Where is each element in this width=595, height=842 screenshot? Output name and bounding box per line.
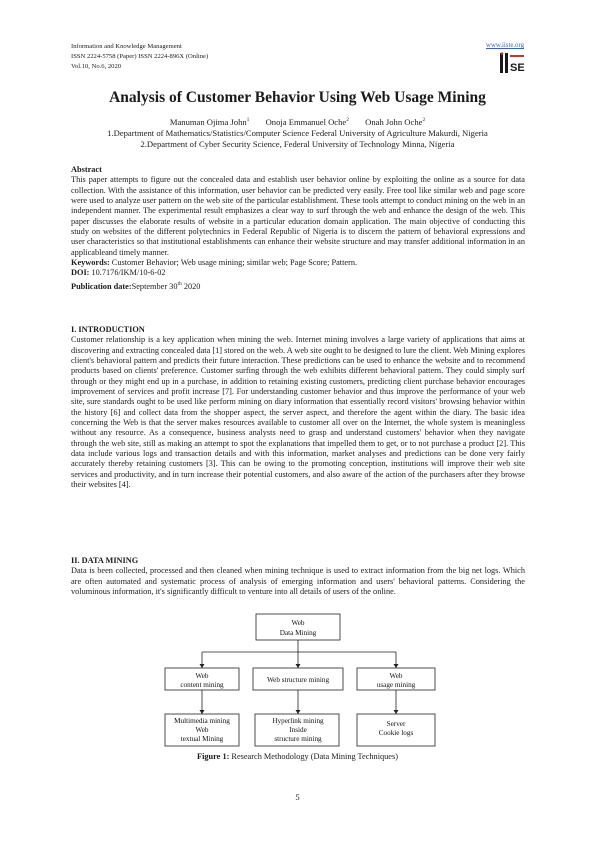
- fig-top-line2: Data Mining: [279, 629, 317, 637]
- fig-usage-mining-1: Web: [389, 672, 403, 680]
- journal-issn: ISSN 2224-5758 (Paper) ISSN 2224-896X (Online): [71, 53, 209, 60]
- author: Manuman Ojima John$^1$: [169, 117, 250, 127]
- data-mining-text: Data is been collected, processed and then cleaned when mining technique is used to extract information from the big net logs. Which are often automated and systematic process of analysis of emerging information and users' behavioral patterns. Considering the voluminous information, it's significantly difficult to venture into all details of users of the online.: [71, 566, 525, 597]
- affiliation-1: 1.Department of Mathematics/Statistics/Computer Science Federal University of Agriculture Makurdi, Nigeria: [107, 128, 488, 138]
- page-number: 5: [295, 792, 300, 802]
- fig-multimedia-2: Web: [195, 726, 209, 734]
- fig-usage-mining-2: usage mining: [376, 681, 416, 689]
- publication-date-line: Publication date:September 30th 2020: [71, 280, 201, 291]
- author: Onoja Emmanuel Oche$^2$: [265, 117, 349, 127]
- fig-top-line1: Web: [291, 619, 305, 627]
- introduction-text: Customer relationship is a key application when mining the web. Internet mining involves a large variety of applications that aims at discovering and extracting concealed data [1] stored on the web. A web site ought to be designed to lure the client. Web Mining explores client's behavioral pattern and predicts their future interaction. These predictions can be used to enhance the website and to recommend products based on clients' preference. Customer surfing through the web exhibits different behavioral pattern. They could simply surf through or they might end up in a purchase, in addition to retaining existing customers, predicting client purchase behavior encourages improvement of services and profit increase [7]. For understanding customer behavior and thus improve the performance of your web site, sure standards ought to be used like perform mining on diary information that essentially record visitors' browsing behavior within the history [6] and collect data from the shopper aspect, the server aspect, and therefore the agent within the diary. The basic idea concerning the Web is that the server makes resources available to customer all over on the Internet, the whole system is meaningless without any resource. As a consequence, business analysts need to grasp and understand customers' behavior when they navigate through the web site, still as making an attempt to spot the explanations that impelled them to get, or to not purchase a product [2]. This data include various logs and transaction details and with this information, market analyses and predictions can be done very fairly accurately thereby retaining customers [3]. This can be owing to the promoting conception, institutions will improve their web site services and productivity, and in turn increase their potential customers, and also aware of the action of the purchasers after they browse their websites [4].: [71, 335, 525, 490]
- introduction-heading: I. INTRODUCTION: [71, 325, 145, 334]
- fig-hyperlink-3: structure mining: [274, 735, 322, 743]
- fig-structure-mining: Web structure mining: [266, 676, 330, 684]
- data-mining-heading: II. DATA MINING: [71, 556, 139, 565]
- doi-line: DOI: 10.7176/IKM/10-6-02: [71, 268, 166, 278]
- affiliation-2: 2.Department of Cyber Security Science, Federal University of Technology Minna, Nigeria: [140, 139, 455, 149]
- author: Onah John Oche$^2$: [365, 117, 426, 127]
- fig-hyperlink-2: Inside: [289, 726, 307, 734]
- fig-hyperlink-1: Hyperlink mining: [272, 717, 324, 725]
- fig-multimedia-3: textual Mining: [180, 735, 224, 743]
- keywords-line: Keywords: Customer Behavior; Web usage mining; similar web; Page Score; Pattern.: [71, 258, 358, 268]
- svg-text:SE: SE: [510, 62, 525, 74]
- data-mining-section: [71, 556, 525, 597]
- journal-name: Information and Knowledge Management: [71, 43, 182, 50]
- paper-title: Analysis of Customer Behavior Using Web Usage Mining: [109, 89, 486, 106]
- fig-content-mining-1: Web: [195, 672, 209, 680]
- abstract-heading: Abstract: [71, 165, 102, 174]
- journal-header: [71, 42, 208, 72]
- abstract-block: [71, 165, 525, 292]
- iiste-logo: [498, 52, 526, 74]
- figure-1-diagram: [71, 612, 525, 757]
- fig-server-1: Server: [386, 720, 406, 728]
- journal-url-link[interactable]: www.iiste.org: [486, 42, 524, 49]
- journal-volume: Vol.10, No.6, 2020: [71, 63, 122, 70]
- figure-caption: Figure 1: Research Methodology (Data Mining Techniques): [197, 752, 398, 761]
- introduction-section: [71, 325, 525, 491]
- fig-multimedia-1: Multimedia mining: [174, 717, 230, 725]
- abstract-text: This paper attempts to figure out the concealed data and establish user behavior online by exploiting the online as a source for data collection. With the assistance of this information, user behavior can be predicted very easily. Free tool like similar web and page score were used to analyze user pattern on the web site of the particular establishment. These tools attempt to conduct mining on the web in an independent manner. The experimental result emphasizes a clear way to surf through the web and enhance the design of the web. This paper discusses the elaborate results of website in a particular education domain application. The main objective of conducting this study on websites of the different polytechnics in Federal Republic of Nigeria is to discern the pattern of behavioral expressions and user characteristics so that institutional establishments can enhance their website structure and may transfer additional information in an applicableand timely manner.: [71, 175, 525, 257]
- author-list: [0, 117, 595, 127]
- fig-server-2: Cookie logs: [378, 729, 414, 737]
- fig-content-mining-2: content mining: [180, 681, 224, 689]
